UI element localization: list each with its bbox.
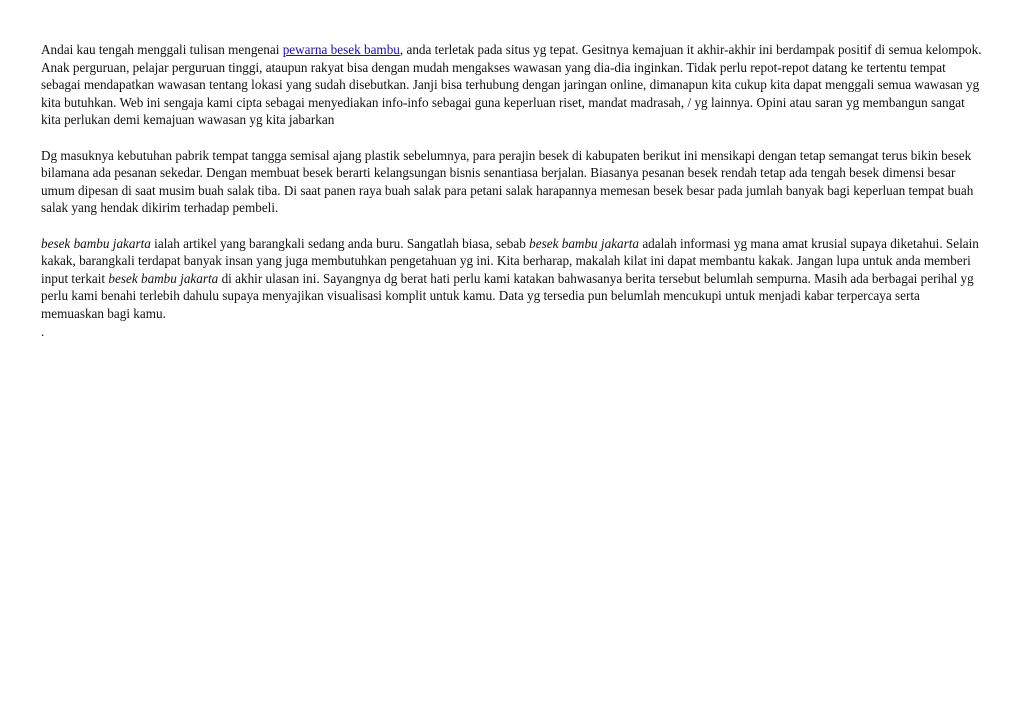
pewarna-besek-bambu-link[interactable]: pewarna besek bambu — [282, 42, 400, 57]
intro-paragraph — [41, 41, 986, 129]
keyword-emphasis-2: besek bambu jakarta — [529, 235, 640, 251]
document-body — [41, 41, 986, 340]
intro-text-before-link: Andai kau tengah menggali tulisan mengenai — [41, 42, 283, 57]
trailing-dot: . — [41, 323, 45, 339]
keyword-text-3: di akhir ulasan ini. Sayangnya dg berat hati perlu kami katakan bahwasanya berita tersebut belumlah sempurna. Masih ada berbagai perihal yg perlu kami benahi terlebih dahulu supaya menyajikan visualisasi komplit untuk kamu. Data yg tersedia pun belumlah mencukupi untuk menjadi kabar terpercaya serta memuaskan bagi kamu. — [41, 270, 974, 321]
keyword-emphasis-1: besek bambu jakarta — [41, 235, 151, 251]
besek-production-paragraph: Dg masuknya kebutuhan pabrik tempat tangga semisal ajang plastik sebelumnya, para perajin besek di kabupaten berikut ini mensikapi dengan tetap semangat terus bikin besek bilamana ada pesanan sekedar. Dengan membuat besek berarti kelangsungan bisnis senantiasa berjalan. Biasanya pesanan besek rendah tetap ada tengah besek dimensi besar umum dipesan di saat musim buah salak tiba. Di saat panen raya buah salak para petani salak harapannya memesan besek besar pada jumlah banyak bagi keperluan tempat buah salak yang hendak dikirim terhadap pembeli. — [41, 147, 974, 216]
keyword-paragraph — [41, 235, 986, 323]
keyword-text-1: ialah artikel yang barangkali sedang anda buru. Sangatlah biasa, sebab — [150, 235, 530, 251]
intro-text-after-link: , anda terletak pada situs yg tepat. Gesitnya kemajuan it akhir-akhir ini berdampak positif di semua kelompok. Anak perguruan, pelajar perguruan tinggi, ataupun rakyat bisa dengan mudah mengakses wawasan yang dia-dia inginkan. Tidak perlu repot-repot datang ke tertentu tempat sebagai mendapatkan wawasan tentang lokasi yang sudah disebutkan. Janji bisa terhubung dengan jaringan online, dimanapun kita cukup kita dapat menggali semua wawasan yg kita butuhkan. Web ini sengaja kami cipta sebagai menyediakan info-info sebagai guna keperluan riset, mandat madrasah, / yg lainnya. Opini atau saran yg membangun sangat kita perlukan demi kemajuan wawasan yg kita jabarkan — [41, 42, 982, 128]
keyword-emphasis-3: besek bambu jakarta — [108, 270, 219, 286]
keyword-text-2: adalah informasi yg mana amat krusial supaya diketahui. Selain kakak, barangkali terdapat banyak insan yang juga membutuhkan pengetahuan yg ini. Kita berharap, makalah kilat ini dapat membantu kakak. Jangan lupa untuk anda memberi input terkait — [41, 235, 979, 286]
